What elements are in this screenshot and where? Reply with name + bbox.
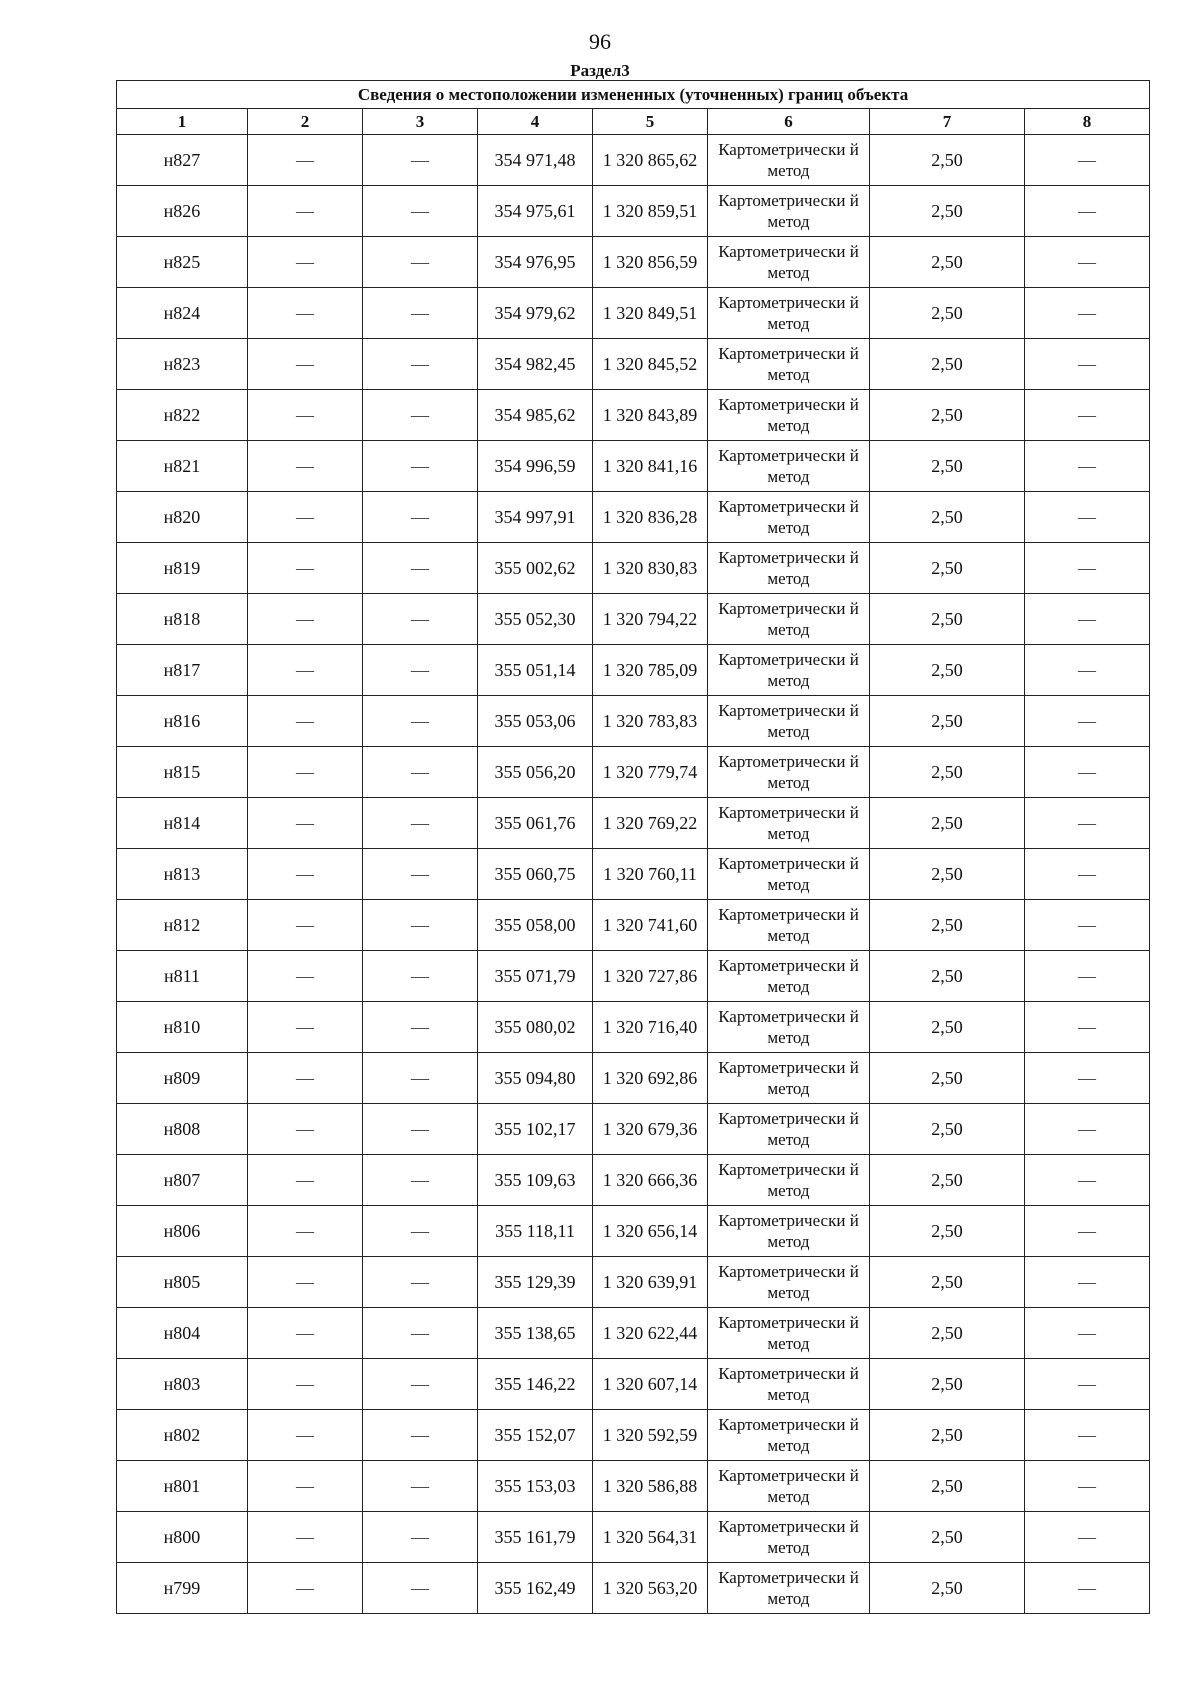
col3-cell: —	[363, 1053, 478, 1104]
table-row	[117, 1104, 1150, 1155]
method-cell: Картометрически й метод	[708, 237, 870, 288]
col2-cell: —	[248, 849, 363, 900]
accuracy-cell: 2,50	[870, 798, 1025, 849]
col3-cell: —	[363, 135, 478, 186]
coordinate-x-cell: 354 975,61	[478, 186, 593, 237]
table-row	[117, 237, 1150, 288]
coordinate-x-cell: 354 982,45	[478, 339, 593, 390]
accuracy-cell: 2,50	[870, 186, 1025, 237]
col8-cell: —	[1025, 696, 1150, 747]
method-cell: Картометрически й метод	[708, 594, 870, 645]
point-number-cell: н824	[117, 288, 248, 339]
col3-cell: —	[363, 951, 478, 1002]
coordinate-y-cell: 1 320 656,14	[593, 1206, 708, 1257]
coordinate-x-cell: 355 152,07	[478, 1410, 593, 1461]
method-cell: Картометрически й метод	[708, 1155, 870, 1206]
point-number-cell: н819	[117, 543, 248, 594]
method-cell: Картометрически й метод	[708, 951, 870, 1002]
col2-cell: —	[248, 1053, 363, 1104]
coordinate-y-cell: 1 320 841,16	[593, 441, 708, 492]
point-number-cell: н826	[117, 186, 248, 237]
col8-cell: —	[1025, 1461, 1150, 1512]
col8-cell: —	[1025, 1104, 1150, 1155]
table-caption: Сведения о местоположении измененных (уточненных) границ объекта	[117, 81, 1150, 109]
point-number-cell: н799	[117, 1563, 248, 1614]
col2-cell: —	[248, 594, 363, 645]
col2-cell: —	[248, 1461, 363, 1512]
accuracy-cell: 2,50	[870, 543, 1025, 594]
col2-cell: —	[248, 900, 363, 951]
col8-cell: —	[1025, 237, 1150, 288]
coordinate-y-cell: 1 320 622,44	[593, 1308, 708, 1359]
accuracy-cell: 2,50	[870, 339, 1025, 390]
accuracy-cell: 2,50	[870, 645, 1025, 696]
coordinate-x-cell: 355 102,17	[478, 1104, 593, 1155]
method-cell: Картометрически й метод	[708, 1206, 870, 1257]
col2-cell: —	[248, 747, 363, 798]
method-cell: Картометрически й метод	[708, 390, 870, 441]
point-number-cell: н818	[117, 594, 248, 645]
col2-cell: —	[248, 1563, 363, 1614]
coordinate-y-cell: 1 320 666,36	[593, 1155, 708, 1206]
accuracy-cell: 2,50	[870, 1053, 1025, 1104]
point-number-cell: н812	[117, 900, 248, 951]
col2-cell: —	[248, 1410, 363, 1461]
col8-cell: —	[1025, 1308, 1150, 1359]
coordinate-x-cell: 355 118,11	[478, 1206, 593, 1257]
table-row	[117, 543, 1150, 594]
accuracy-cell: 2,50	[870, 1461, 1025, 1512]
accuracy-cell: 2,50	[870, 1308, 1025, 1359]
coordinate-y-cell: 1 320 769,22	[593, 798, 708, 849]
col3-cell: —	[363, 1257, 478, 1308]
column-number-7: 7	[870, 109, 1025, 135]
col2-cell: —	[248, 441, 363, 492]
coordinate-y-cell: 1 320 856,59	[593, 237, 708, 288]
column-number-1: 1	[117, 109, 248, 135]
coordinate-x-cell: 355 060,75	[478, 849, 593, 900]
point-number-cell: н802	[117, 1410, 248, 1461]
coordinate-x-cell: 355 002,62	[478, 543, 593, 594]
coordinate-x-cell: 355 129,39	[478, 1257, 593, 1308]
coordinate-y-cell: 1 320 785,09	[593, 645, 708, 696]
coordinate-x-cell: 355 162,49	[478, 1563, 593, 1614]
coordinate-x-cell: 355 161,79	[478, 1512, 593, 1563]
point-number-cell: н825	[117, 237, 248, 288]
table-row	[117, 288, 1150, 339]
col8-cell: —	[1025, 747, 1150, 798]
col2-cell: —	[248, 1206, 363, 1257]
table-row	[117, 1155, 1150, 1206]
table-row	[117, 390, 1150, 441]
coordinate-y-cell: 1 320 639,91	[593, 1257, 708, 1308]
coordinate-y-cell: 1 320 783,83	[593, 696, 708, 747]
method-cell: Картометрически й метод	[708, 1410, 870, 1461]
coordinate-x-cell: 355 053,06	[478, 696, 593, 747]
coordinate-y-cell: 1 320 859,51	[593, 186, 708, 237]
accuracy-cell: 2,50	[870, 135, 1025, 186]
col3-cell: —	[363, 237, 478, 288]
column-number-5: 5	[593, 109, 708, 135]
column-number-8: 8	[1025, 109, 1150, 135]
col3-cell: —	[363, 900, 478, 951]
col2-cell: —	[248, 288, 363, 339]
table-body	[117, 135, 1150, 1614]
col8-cell: —	[1025, 441, 1150, 492]
accuracy-cell: 2,50	[870, 1359, 1025, 1410]
coordinate-y-cell: 1 320 586,88	[593, 1461, 708, 1512]
point-number-cell: н804	[117, 1308, 248, 1359]
coordinate-x-cell: 355 109,63	[478, 1155, 593, 1206]
point-number-cell: н800	[117, 1512, 248, 1563]
col3-cell: —	[363, 594, 478, 645]
coordinate-x-cell: 354 976,95	[478, 237, 593, 288]
col2-cell: —	[248, 645, 363, 696]
method-cell: Картометрически й метод	[708, 1053, 870, 1104]
coordinate-x-cell: 355 094,80	[478, 1053, 593, 1104]
table-row	[117, 696, 1150, 747]
accuracy-cell: 2,50	[870, 441, 1025, 492]
coordinate-y-cell: 1 320 794,22	[593, 594, 708, 645]
col3-cell: —	[363, 186, 478, 237]
coordinate-y-cell: 1 320 592,59	[593, 1410, 708, 1461]
table-row	[117, 186, 1150, 237]
table-row	[117, 1257, 1150, 1308]
point-number-cell: н821	[117, 441, 248, 492]
col3-cell: —	[363, 849, 478, 900]
col8-cell: —	[1025, 645, 1150, 696]
coordinate-y-cell: 1 320 716,40	[593, 1002, 708, 1053]
col8-cell: —	[1025, 492, 1150, 543]
method-cell: Картометрически й метод	[708, 1308, 870, 1359]
section-title: Раздел3	[570, 61, 630, 80]
table-row	[117, 747, 1150, 798]
accuracy-cell: 2,50	[870, 900, 1025, 951]
col3-cell: —	[363, 1104, 478, 1155]
point-number-cell: н823	[117, 339, 248, 390]
col8-cell: —	[1025, 390, 1150, 441]
method-cell: Картометрически й метод	[708, 1461, 870, 1512]
point-number-cell: н811	[117, 951, 248, 1002]
method-cell: Картометрически й метод	[708, 849, 870, 900]
col8-cell: —	[1025, 798, 1150, 849]
table-row	[117, 1053, 1150, 1104]
accuracy-cell: 2,50	[870, 1257, 1025, 1308]
accuracy-cell: 2,50	[870, 594, 1025, 645]
accuracy-cell: 2,50	[870, 1512, 1025, 1563]
col3-cell: —	[363, 1359, 478, 1410]
column-number-4: 4	[478, 109, 593, 135]
method-cell: Картометрически й метод	[708, 492, 870, 543]
col8-cell: —	[1025, 339, 1150, 390]
table-row	[117, 1512, 1150, 1563]
page-number: 96	[589, 29, 611, 54]
method-cell: Картометрически й метод	[708, 747, 870, 798]
method-cell: Картометрически й метод	[708, 186, 870, 237]
method-cell: Картометрически й метод	[708, 1257, 870, 1308]
coordinate-y-cell: 1 320 845,52	[593, 339, 708, 390]
col3-cell: —	[363, 543, 478, 594]
method-cell: Картометрически й метод	[708, 645, 870, 696]
accuracy-cell: 2,50	[870, 747, 1025, 798]
coordinate-x-cell: 354 979,62	[478, 288, 593, 339]
col8-cell: —	[1025, 1002, 1150, 1053]
point-number-cell: н822	[117, 390, 248, 441]
col3-cell: —	[363, 1155, 478, 1206]
point-number-cell: н805	[117, 1257, 248, 1308]
coordinate-x-cell: 355 153,03	[478, 1461, 593, 1512]
point-number-cell: н817	[117, 645, 248, 696]
col8-cell: —	[1025, 1563, 1150, 1614]
method-cell: Картометрически й метод	[708, 441, 870, 492]
col2-cell: —	[248, 1104, 363, 1155]
coordinate-x-cell: 355 056,20	[478, 747, 593, 798]
coordinate-x-cell: 355 146,22	[478, 1359, 593, 1410]
table-row	[117, 798, 1150, 849]
col2-cell: —	[248, 1512, 363, 1563]
accuracy-cell: 2,50	[870, 1563, 1025, 1614]
accuracy-cell: 2,50	[870, 237, 1025, 288]
col2-cell: —	[248, 135, 363, 186]
coordinate-x-cell: 354 997,91	[478, 492, 593, 543]
col2-cell: —	[248, 1359, 363, 1410]
col3-cell: —	[363, 1308, 478, 1359]
col3-cell: —	[363, 645, 478, 696]
coordinate-x-cell: 354 971,48	[478, 135, 593, 186]
accuracy-cell: 2,50	[870, 849, 1025, 900]
col3-cell: —	[363, 441, 478, 492]
coordinate-y-cell: 1 320 692,86	[593, 1053, 708, 1104]
coordinate-x-cell: 355 071,79	[478, 951, 593, 1002]
accuracy-cell: 2,50	[870, 696, 1025, 747]
coordinate-x-cell: 355 061,76	[478, 798, 593, 849]
table-row	[117, 849, 1150, 900]
col2-cell: —	[248, 339, 363, 390]
point-number-cell: н827	[117, 135, 248, 186]
coordinate-x-cell: 355 052,30	[478, 594, 593, 645]
coordinate-x-cell: 355 058,00	[478, 900, 593, 951]
col8-cell: —	[1025, 1053, 1150, 1104]
column-number-row	[117, 109, 1150, 135]
col2-cell: —	[248, 1257, 363, 1308]
table-row	[117, 645, 1150, 696]
coordinate-x-cell: 354 996,59	[478, 441, 593, 492]
col3-cell: —	[363, 1563, 478, 1614]
coordinate-x-cell: 355 051,14	[478, 645, 593, 696]
coordinate-x-cell: 355 080,02	[478, 1002, 593, 1053]
method-cell: Картометрически й метод	[708, 339, 870, 390]
table-row	[117, 492, 1150, 543]
col3-cell: —	[363, 747, 478, 798]
table-row	[117, 594, 1150, 645]
col3-cell: —	[363, 798, 478, 849]
col2-cell: —	[248, 186, 363, 237]
col2-cell: —	[248, 1308, 363, 1359]
point-number-cell: н806	[117, 1206, 248, 1257]
coordinate-y-cell: 1 320 679,36	[593, 1104, 708, 1155]
table-row	[117, 1359, 1150, 1410]
point-number-cell: н807	[117, 1155, 248, 1206]
coordinate-y-cell: 1 320 830,83	[593, 543, 708, 594]
col2-cell: —	[248, 1155, 363, 1206]
col8-cell: —	[1025, 849, 1150, 900]
table-row	[117, 1563, 1150, 1614]
method-cell: Картометрически й метод	[708, 1512, 870, 1563]
point-number-cell: н809	[117, 1053, 248, 1104]
point-number-cell: н810	[117, 1002, 248, 1053]
col8-cell: —	[1025, 1410, 1150, 1461]
coordinate-y-cell: 1 320 741,60	[593, 900, 708, 951]
coordinate-y-cell: 1 320 836,28	[593, 492, 708, 543]
col8-cell: —	[1025, 1206, 1150, 1257]
coordinate-y-cell: 1 320 843,89	[593, 390, 708, 441]
col3-cell: —	[363, 1512, 478, 1563]
col8-cell: —	[1025, 951, 1150, 1002]
col2-cell: —	[248, 798, 363, 849]
method-cell: Картометрически й метод	[708, 543, 870, 594]
method-cell: Картометрически й метод	[708, 696, 870, 747]
column-number-3: 3	[363, 109, 478, 135]
col8-cell: —	[1025, 135, 1150, 186]
point-number-cell: н816	[117, 696, 248, 747]
table-row	[117, 339, 1150, 390]
col8-cell: —	[1025, 1257, 1150, 1308]
table-row	[117, 1308, 1150, 1359]
coordinate-y-cell: 1 320 564,31	[593, 1512, 708, 1563]
col8-cell: —	[1025, 543, 1150, 594]
coordinate-x-cell: 354 985,62	[478, 390, 593, 441]
table-row	[117, 1461, 1150, 1512]
accuracy-cell: 2,50	[870, 288, 1025, 339]
col8-cell: —	[1025, 594, 1150, 645]
table-row	[117, 135, 1150, 186]
point-number-cell: н801	[117, 1461, 248, 1512]
col3-cell: —	[363, 1461, 478, 1512]
coordinate-y-cell: 1 320 760,11	[593, 849, 708, 900]
point-number-cell: н815	[117, 747, 248, 798]
col2-cell: —	[248, 237, 363, 288]
table-row	[117, 1002, 1150, 1053]
col8-cell: —	[1025, 900, 1150, 951]
col8-cell: —	[1025, 1155, 1150, 1206]
coordinate-y-cell: 1 320 779,74	[593, 747, 708, 798]
method-cell: Картометрически й метод	[708, 1002, 870, 1053]
method-cell: Картометрически й метод	[708, 1104, 870, 1155]
col3-cell: —	[363, 1410, 478, 1461]
point-number-cell: н814	[117, 798, 248, 849]
col2-cell: —	[248, 390, 363, 441]
point-number-cell: н808	[117, 1104, 248, 1155]
accuracy-cell: 2,50	[870, 951, 1025, 1002]
col3-cell: —	[363, 696, 478, 747]
col2-cell: —	[248, 951, 363, 1002]
boundary-points-table	[116, 80, 1150, 1614]
coordinate-x-cell: 355 138,65	[478, 1308, 593, 1359]
col2-cell: —	[248, 1002, 363, 1053]
method-cell: Картометрически й метод	[708, 1359, 870, 1410]
accuracy-cell: 2,50	[870, 1002, 1025, 1053]
accuracy-cell: 2,50	[870, 1206, 1025, 1257]
point-number-cell: н813	[117, 849, 248, 900]
method-cell: Картометрически й метод	[708, 798, 870, 849]
col2-cell: —	[248, 492, 363, 543]
col3-cell: —	[363, 1206, 478, 1257]
accuracy-cell: 2,50	[870, 390, 1025, 441]
col8-cell: —	[1025, 186, 1150, 237]
coordinate-y-cell: 1 320 849,51	[593, 288, 708, 339]
table-row	[117, 900, 1150, 951]
col8-cell: —	[1025, 1359, 1150, 1410]
coordinate-y-cell: 1 320 563,20	[593, 1563, 708, 1614]
col8-cell: —	[1025, 1512, 1150, 1563]
col3-cell: —	[363, 390, 478, 441]
col3-cell: —	[363, 1002, 478, 1053]
method-cell: Картометрически й метод	[708, 288, 870, 339]
accuracy-cell: 2,50	[870, 1410, 1025, 1461]
method-cell: Картометрически й метод	[708, 900, 870, 951]
accuracy-cell: 2,50	[870, 1155, 1025, 1206]
col2-cell: —	[248, 543, 363, 594]
point-number-cell: н820	[117, 492, 248, 543]
table-row	[117, 441, 1150, 492]
col3-cell: —	[363, 288, 478, 339]
col8-cell: —	[1025, 288, 1150, 339]
coordinate-y-cell: 1 320 865,62	[593, 135, 708, 186]
table-row	[117, 951, 1150, 1002]
accuracy-cell: 2,50	[870, 1104, 1025, 1155]
col3-cell: —	[363, 339, 478, 390]
column-number-2: 2	[248, 109, 363, 135]
col3-cell: —	[363, 492, 478, 543]
coordinate-y-cell: 1 320 607,14	[593, 1359, 708, 1410]
method-cell: Картометрически й метод	[708, 1563, 870, 1614]
method-cell: Картометрически й метод	[708, 135, 870, 186]
column-number-6: 6	[708, 109, 870, 135]
point-number-cell: н803	[117, 1359, 248, 1410]
table-row	[117, 1206, 1150, 1257]
accuracy-cell: 2,50	[870, 492, 1025, 543]
coordinate-y-cell: 1 320 727,86	[593, 951, 708, 1002]
col2-cell: —	[248, 696, 363, 747]
table-row	[117, 1410, 1150, 1461]
